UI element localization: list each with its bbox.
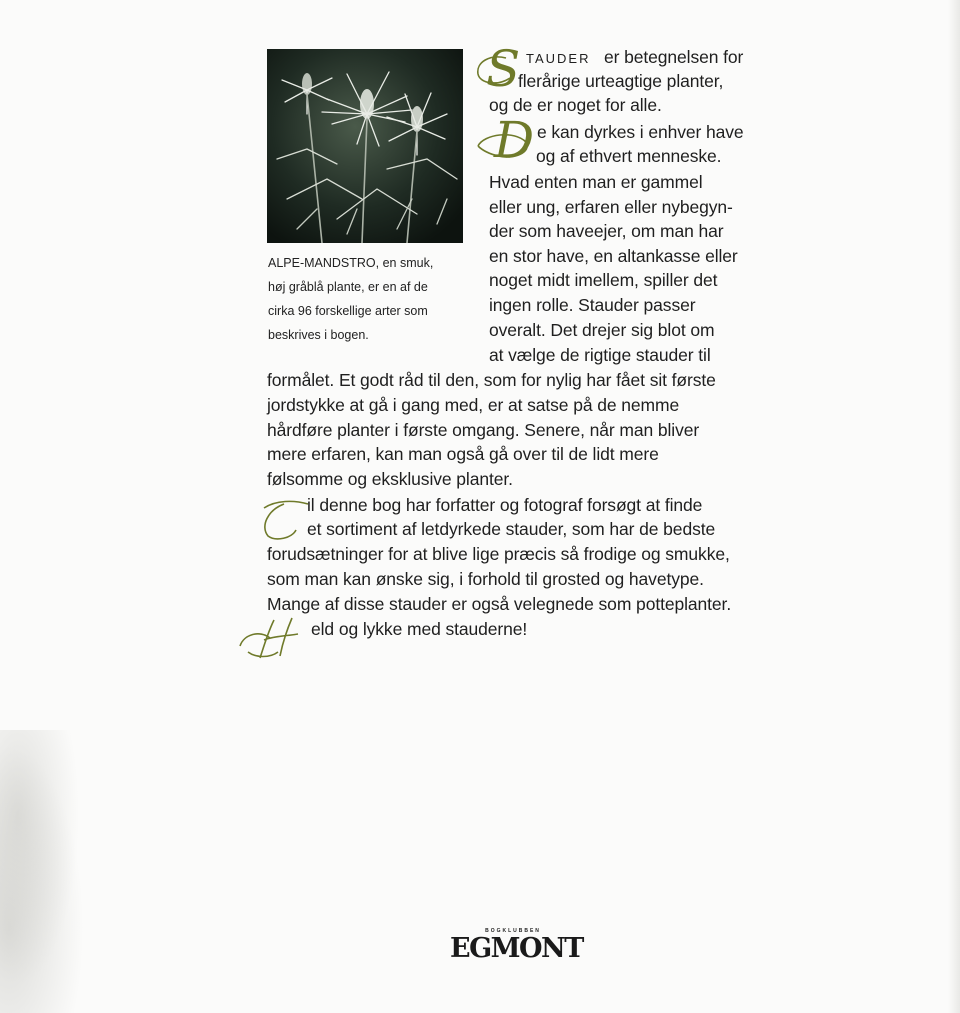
logo-egmont: EGMONT: [450, 933, 583, 964]
photo-caption: [268, 251, 468, 347]
text-line: og de er noget for alle.: [489, 95, 662, 115]
caption-line: beskrives i bogen.: [268, 328, 369, 342]
egmont-logo: [450, 928, 583, 964]
text-line: et sortiment af letdyrkede stauder, som har de bedste: [307, 519, 716, 539]
caption-line: høj gråblå plante, er en af de: [268, 280, 428, 294]
text-line: at vælge de rigtige stauder til: [489, 345, 711, 365]
drop-cap-d: D: [494, 111, 535, 169]
text-line: noget midt imellem, spiller det: [489, 270, 718, 290]
text-line: og af ethvert menneske.: [536, 146, 722, 166]
text-line: en stor have, en altankasse eller: [489, 246, 738, 266]
text-line: ingen rolle. Stauder passer: [489, 295, 696, 315]
caption-line: cirka 96 forskellige arter som: [268, 304, 428, 318]
text-line: Mange af disse stauder er også velegnede som potteplanter.: [267, 594, 732, 614]
text-line: eller ung, erfaren eller nybegyn-: [489, 197, 733, 217]
drop-cap-s: S: [486, 40, 521, 98]
page-right-edge: [948, 0, 960, 1013]
text-line: mere erfaren, kan man også gå over til de lidt mere: [267, 444, 659, 464]
text-line: jordstykke at gå i gang med, er at satse på de nemme: [267, 395, 680, 415]
text-line: følsomme og eksklusive planter.: [267, 469, 513, 489]
text-line: hårdføre planter i første omgang. Senere, når man bliver: [267, 420, 700, 440]
caption-line: ALPE-MANDSTRO, en smuk,: [268, 256, 434, 270]
text-line: TAUDER: [526, 51, 591, 66]
text-line: e kan dyrkes i enhver have: [537, 122, 744, 142]
text-line: flerårige urteagtige planter,: [518, 71, 724, 91]
alpe-mandstro-photo: [267, 49, 463, 243]
thistle-illustration: [267, 49, 463, 243]
page-edge-texture: [0, 730, 90, 1013]
text-line: overalt. Det drejer sig blot om: [489, 320, 715, 340]
text-line: som man kan ønske sig, i forhold til grosted og havetype.: [267, 569, 704, 589]
text-line: Hvad enten man er gammel: [489, 172, 703, 192]
text-line: il denne bog har forfatter og fotograf forsøgt at finde: [307, 495, 703, 515]
text-line: der som haveejer, om man har: [489, 221, 724, 241]
text-line: formålet. Et godt råd til den, som for nylig har fået sit første: [267, 370, 716, 390]
logo-bogklubben: BOGKLUBBEN: [485, 928, 541, 934]
text-line: eld og lykke med stauderne!: [311, 619, 528, 639]
text-line: forudsætninger for at blive lige præcis så frodige og smukke,: [267, 544, 730, 564]
text-line: er betegnelsen for: [604, 47, 744, 67]
